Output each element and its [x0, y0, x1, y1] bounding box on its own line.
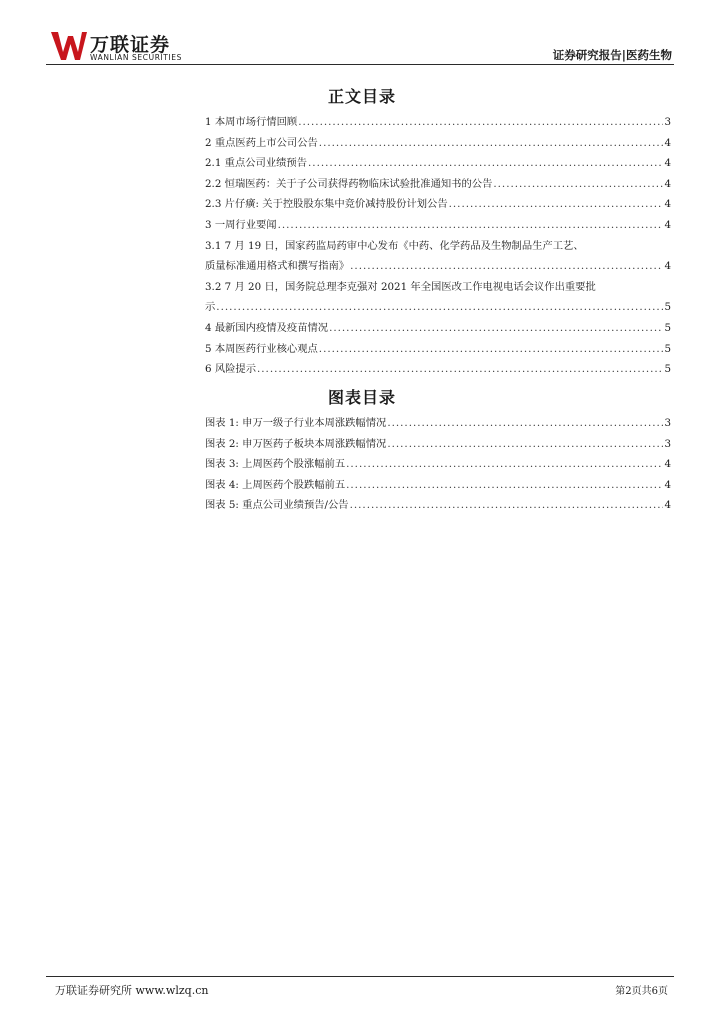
toc-entry-page: 4 [664, 157, 671, 170]
chart-toc-entry-text: 图表 4: 上周医药个股跌幅前五 [205, 478, 346, 491]
toc-entry[interactable] [205, 340, 671, 361]
toc-entry-page: 5 [664, 363, 671, 376]
toc-entry-page: 4 [664, 218, 671, 231]
toc-entry[interactable] [205, 319, 671, 340]
toc-entry-page: 5 [664, 301, 671, 314]
toc-entry-first-line[interactable] [205, 237, 671, 258]
toc-entry-text: 4 最新国内疫情及疫苗情况 [205, 321, 329, 334]
charts-toc-title: 图表目录 [327, 388, 396, 407]
toc-entry[interactable] [205, 195, 671, 216]
leader-dots [216, 301, 663, 313]
toc-entry-page: 5 [664, 321, 671, 334]
toc-entry-text: 2.2 恒瑞医药：关于子公司获得药物临床试验批准通知书的公告 [205, 177, 493, 190]
toc-entry-text: 2.1 重点公司业绩预告 [205, 157, 308, 170]
leader-dots [319, 137, 664, 149]
chart-toc-entry-text: 图表 2: 申万医药子板块本周涨跌幅情况 [205, 437, 387, 450]
leader-dots [350, 499, 664, 511]
toc-entry[interactable] [205, 134, 671, 155]
toc-entry-text: 2 重点医药上市公司公告 [205, 136, 318, 149]
leader-dots [346, 458, 663, 470]
leader-dots [329, 322, 663, 334]
header-divider [46, 64, 674, 65]
footer-divider [46, 976, 674, 977]
chart-toc-entry-text: 图表 3: 上周医药个股涨幅前五 [205, 458, 346, 471]
table-of-contents [205, 113, 671, 381]
toc-entry-first-line[interactable] [205, 278, 671, 299]
toc-entry-page: 4 [664, 136, 671, 149]
leader-dots [319, 343, 664, 355]
chart-toc-entry-page: 4 [664, 478, 671, 491]
toc-entry[interactable] [205, 216, 671, 237]
toc-entry-page: 4 [664, 198, 671, 211]
logo-chinese-name: 万联证券 [90, 34, 171, 56]
footer-page-number: 第2页共6页 [615, 986, 668, 997]
toc-entry-text: 3 一周行业要闻 [205, 218, 277, 231]
toc-entry-text: 3.1 7 月 19 日，国家药监局药审中心发布《中药、化学药品及生物制品生产工艺、 [205, 239, 584, 252]
toc-title: 正文目录 [327, 87, 396, 106]
company-logo [50, 30, 200, 64]
toc-entry[interactable] [205, 113, 671, 134]
chart-toc-entry-page: 4 [664, 499, 671, 512]
toc-entry-text: 质量标准通用格式和撰写指南》 [205, 260, 350, 273]
leader-dots [493, 178, 663, 190]
chart-toc-entry[interactable] [205, 496, 671, 517]
toc-entry-page: 4 [664, 177, 671, 190]
wanlian-w-logo-icon [50, 30, 88, 62]
leader-dots [387, 417, 663, 429]
chart-toc-entry[interactable] [205, 476, 671, 497]
toc-entry-page: 4 [664, 260, 671, 273]
footer-institute: 万联证券研究所 www.wlzq.cn [55, 984, 209, 997]
leader-dots [387, 438, 663, 450]
leader-dots [350, 260, 663, 272]
leader-dots [278, 219, 664, 231]
logo-english-name: WANLIAN SECURITIES [90, 53, 183, 62]
charts-table-of-contents [205, 414, 671, 517]
toc-entry-page: 3 [664, 116, 671, 128]
leader-dots [257, 363, 663, 375]
toc-entry[interactable] [205, 360, 671, 381]
toc-entry[interactable] [205, 298, 671, 319]
leader-dots [298, 116, 663, 128]
toc-entry-text: 1 本周市场行情回顾 [205, 116, 298, 128]
toc-entry-text: 示 [205, 301, 216, 314]
chart-toc-entry-page: 4 [664, 458, 671, 471]
toc-entry-text: 5 本周医药行业核心观点 [205, 342, 318, 355]
chart-toc-entry-text: 图表 1: 申万一级子行业本周涨跌幅情况 [205, 417, 387, 429]
chart-toc-entry-text: 图表 5: 重点公司业绩预告/公告 [205, 499, 349, 512]
page-header [0, 0, 724, 70]
chart-toc-entry[interactable] [205, 435, 671, 456]
chart-toc-entry-page: 3 [664, 417, 671, 429]
toc-entry-page: 5 [664, 342, 671, 355]
chart-toc-entry[interactable] [205, 414, 671, 435]
toc-entry-text: 3.2 7 月 20 日，国务院总理李克强对 2021 年全国医改工作电视电话会议作出重要批 [205, 280, 596, 293]
chart-toc-entry-page: 3 [664, 437, 671, 450]
chart-toc-entry[interactable] [205, 455, 671, 476]
leader-dots [346, 479, 663, 491]
toc-entry[interactable] [205, 175, 671, 196]
report-type: 证券研究报告|医药生物 [552, 48, 672, 62]
leader-dots [449, 198, 664, 210]
toc-entry-text: 2.3 片仔癀: 关于控股股东集中竞价减持股份计划公告 [205, 198, 448, 211]
leader-dots [308, 157, 663, 169]
toc-entry[interactable] [205, 154, 671, 175]
toc-entry-text: 6 风险提示 [205, 363, 257, 376]
toc-entry[interactable] [205, 257, 671, 278]
